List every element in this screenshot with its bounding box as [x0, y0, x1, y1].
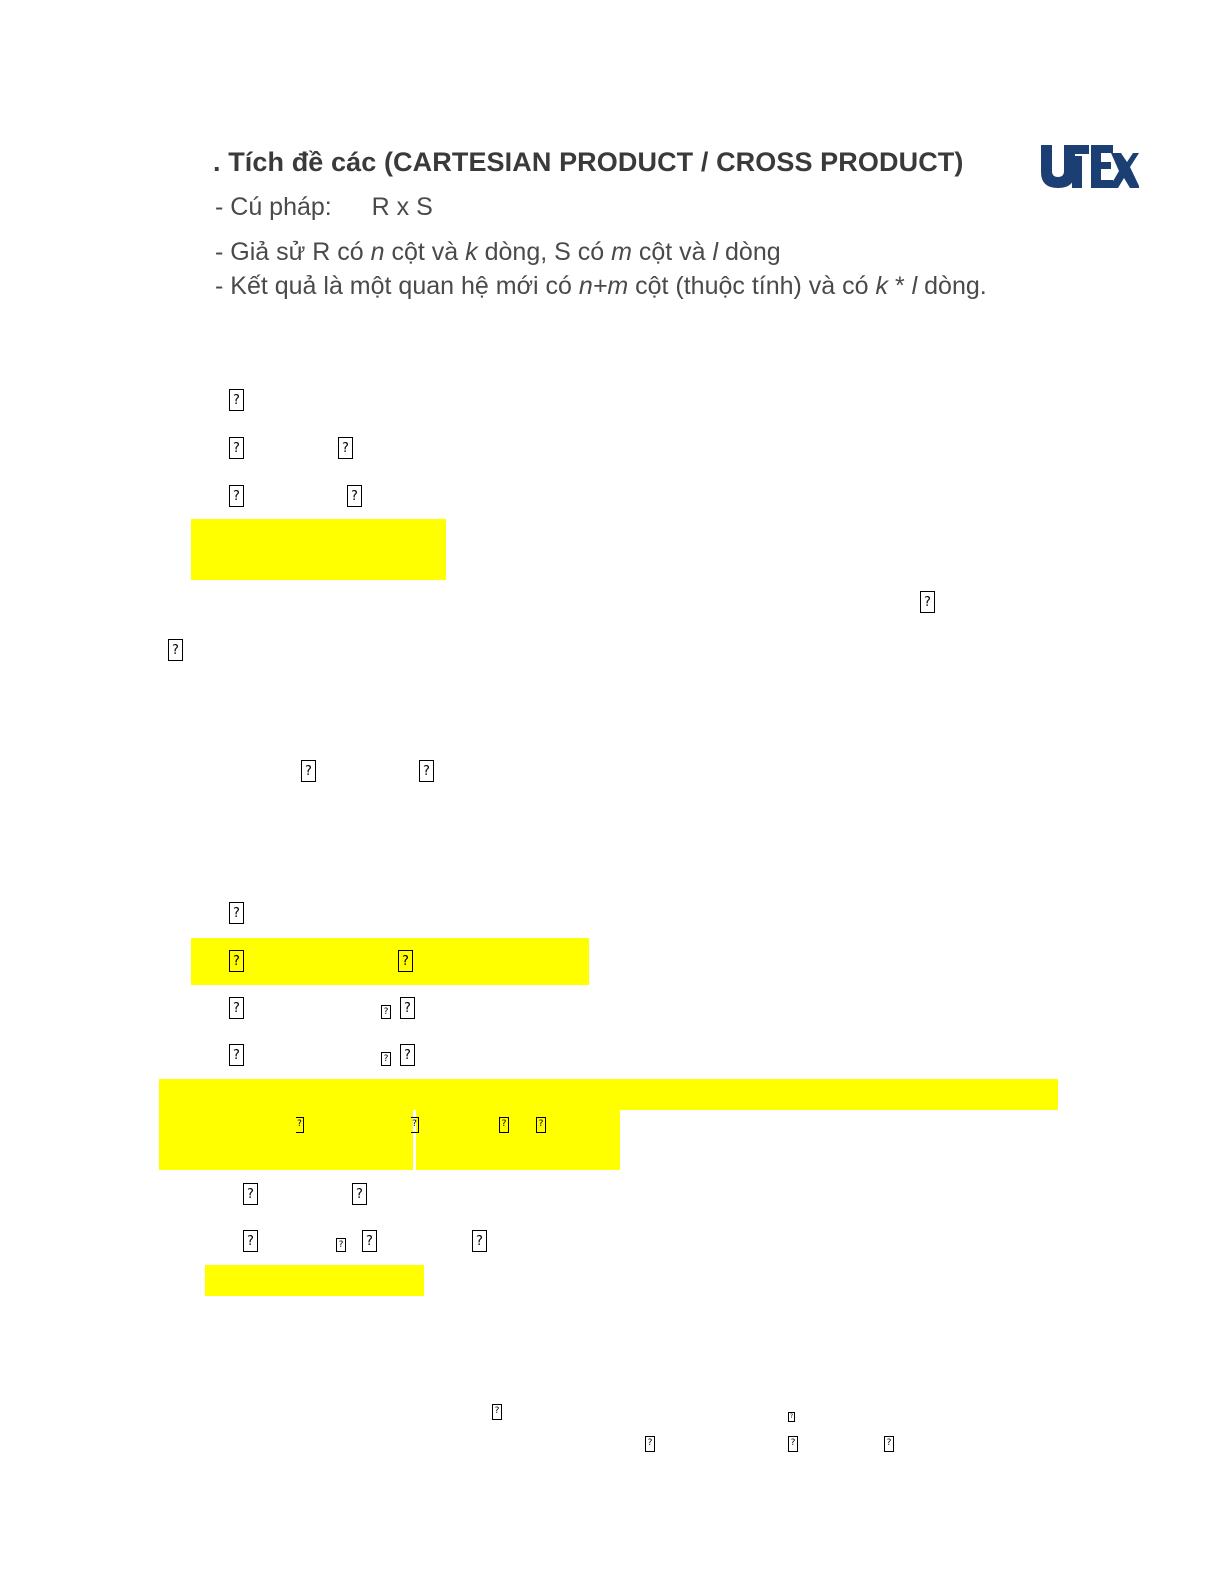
missing-glyph-icon: ? — [645, 1436, 655, 1452]
missing-glyph-icon: ? — [499, 1117, 509, 1133]
var-l: l — [911, 272, 918, 300]
text-run: * — [888, 272, 912, 300]
highlight-block — [416, 1110, 620, 1170]
text-run: - Giả sử R có — [215, 238, 371, 266]
missing-glyph-icon: ? — [398, 950, 413, 972]
text-run: dòng — [718, 238, 781, 266]
var-n: n — [370, 238, 385, 266]
missing-glyph-icon: ? — [243, 1230, 258, 1252]
missing-glyph-icon: ? — [419, 760, 434, 782]
var-n-plus-m: n+m — [578, 272, 629, 300]
syntax-line — [215, 193, 433, 222]
var-l: l — [712, 238, 719, 266]
missing-glyph-icon: ? — [884, 1436, 894, 1452]
highlight-block — [159, 1110, 413, 1170]
missing-glyph-icon: ? — [789, 1413, 794, 1420]
missing-glyph-icon: ? — [381, 1052, 391, 1066]
missing-glyph-icon: ? — [301, 760, 316, 782]
missing-glyph-icon: ? — [347, 485, 362, 507]
missing-glyph-icon: ? — [229, 485, 244, 507]
missing-glyph-icon: ? — [352, 1183, 367, 1205]
slide-image — [213, 135, 1143, 315]
missing-glyph-icon: ? — [229, 902, 244, 924]
missing-glyph-icon: ? — [492, 1404, 502, 1420]
missing-glyph-icon: ? — [229, 437, 244, 459]
missing-glyph-icon: ? — [168, 639, 183, 661]
missing-glyph-icon: ? — [338, 437, 353, 459]
utex-logo — [1039, 139, 1139, 189]
highlight-block — [205, 1265, 424, 1296]
missing-glyph-icon: ? — [381, 1005, 391, 1019]
missing-glyph-icon: ? — [362, 1230, 377, 1252]
missing-glyph-icon: ? — [920, 591, 935, 613]
text-run: cột (thuộc tính) và có — [628, 272, 876, 300]
text-run: cột và — [384, 238, 466, 266]
highlight-block — [191, 519, 446, 580]
missing-glyph-icon: ? — [411, 1117, 419, 1133]
missing-glyph-icon: ? — [229, 997, 244, 1019]
text-run: - Kết quả là một quan hệ mới có — [215, 272, 579, 300]
missing-glyph-icon: ? — [400, 997, 415, 1019]
text-run: cột và — [631, 238, 713, 266]
text-run: dòng. — [917, 272, 987, 300]
missing-glyph-icon: ? — [296, 1117, 304, 1133]
missing-glyph-icon: ? — [472, 1230, 487, 1252]
assumption-line — [215, 238, 781, 267]
highlight-block — [191, 938, 589, 985]
result-line — [215, 272, 987, 301]
slide-title: . Tích đề các (CARTESIAN PRODUCT / CROSS PRODUCT) — [213, 147, 964, 177]
text-run: dòng, S có — [477, 238, 612, 266]
missing-glyph-icon: ? — [229, 389, 244, 411]
var-k: k — [875, 272, 888, 300]
var-k: k — [465, 238, 478, 266]
missing-glyph-icon: ? — [336, 1238, 346, 1252]
syntax-label: - Cú pháp: — [215, 193, 332, 221]
var-m: m — [611, 238, 632, 266]
missing-glyph-icon: ? — [788, 1436, 798, 1452]
missing-glyph-icon: ? — [536, 1117, 546, 1133]
syntax-value: R x S — [371, 193, 433, 221]
missing-glyph-icon: ? — [243, 1183, 258, 1205]
highlight-block — [159, 1079, 1058, 1110]
missing-glyph-icon: ? — [229, 1044, 244, 1066]
missing-glyph-icon: ? — [229, 950, 244, 972]
missing-glyph-icon: ? — [400, 1044, 415, 1066]
